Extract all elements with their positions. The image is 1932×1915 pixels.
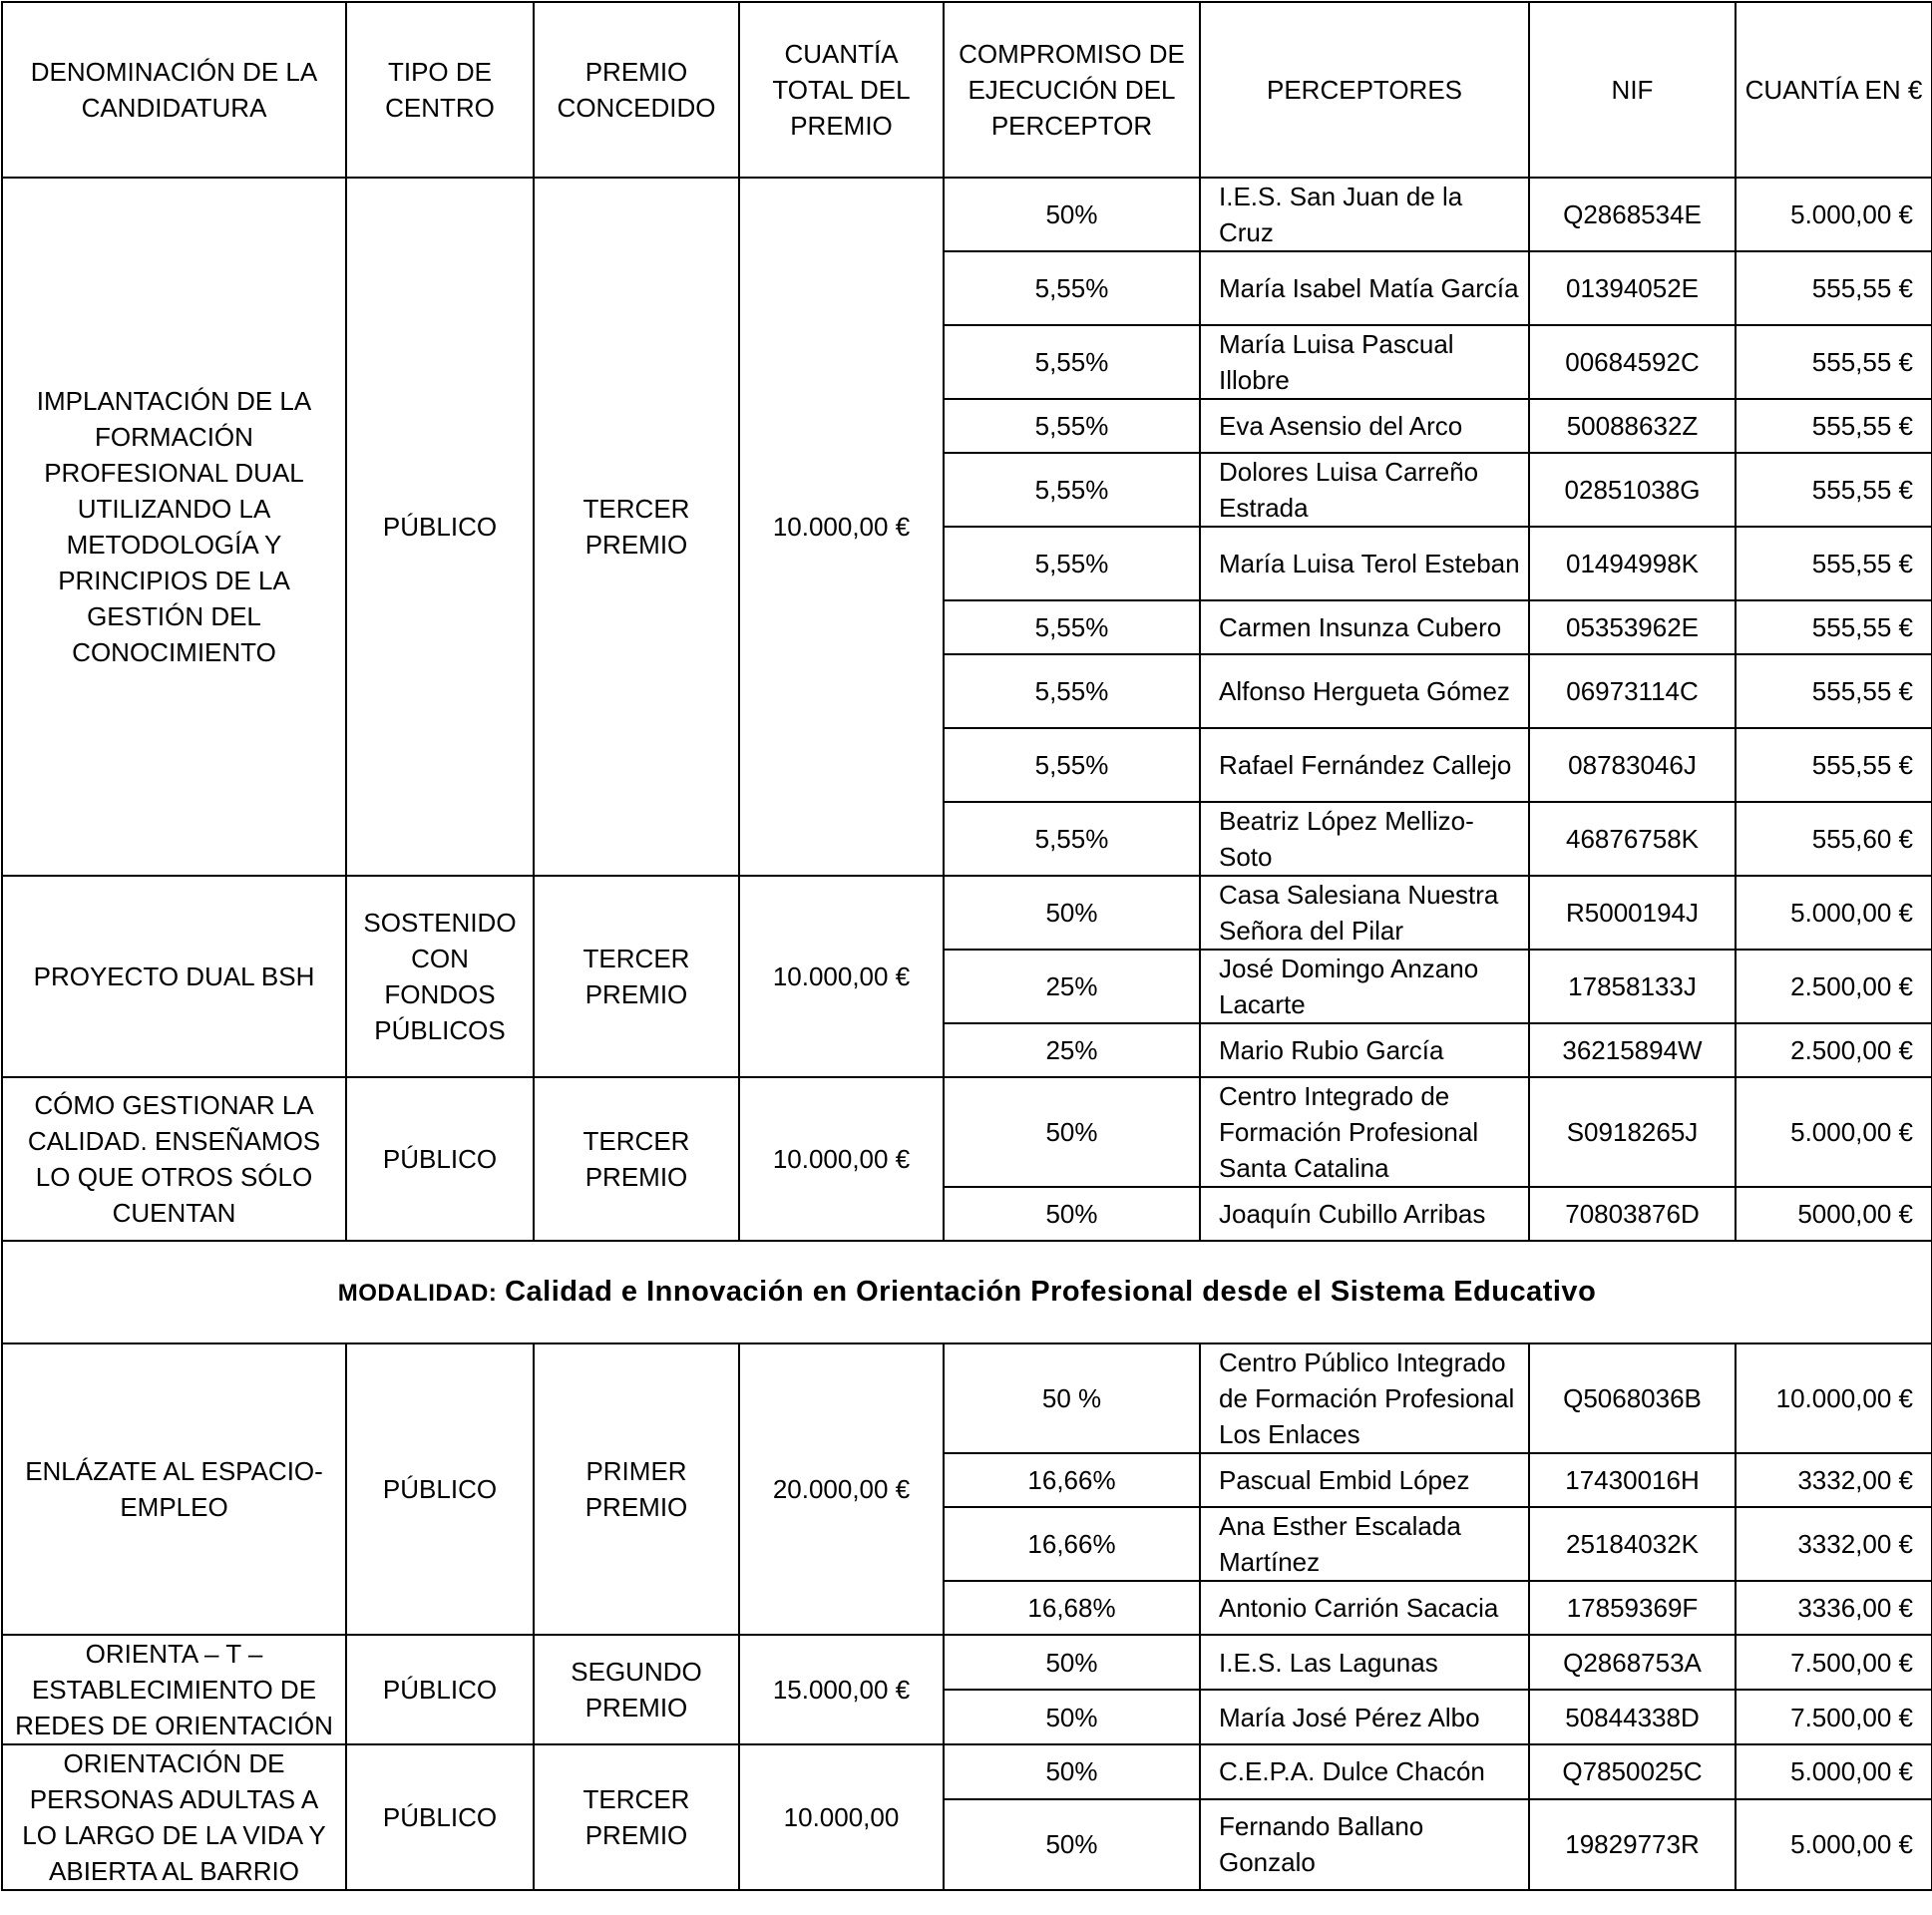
candidatura-cell: ORIENTACIÓN DE PERSONAS ADULTAS A LO LARGO DE LA VIDA Y ABIERTA AL BARRIO xyxy=(2,1744,346,1890)
perceptor-cell: Fernando Ballano Gonzalo xyxy=(1200,1799,1529,1890)
nif-cell: Q2868753A xyxy=(1529,1635,1736,1690)
cuantia-cell: 3332,00 € xyxy=(1736,1453,1932,1507)
nif-cell: 19829773R xyxy=(1529,1799,1736,1890)
nif-cell: 50088632Z xyxy=(1529,399,1736,453)
nif-cell: S0918265J xyxy=(1529,1077,1736,1187)
nif-cell: 00684592C xyxy=(1529,325,1736,399)
compromiso-cell: 50% xyxy=(944,1799,1200,1890)
nif-cell: 25184032K xyxy=(1529,1507,1736,1581)
cuantia-cell: 7.500,00 € xyxy=(1736,1635,1932,1690)
modalidad-row xyxy=(2,1241,1932,1343)
compromiso-cell: 50% xyxy=(944,1744,1200,1799)
perceptor-cell: I.E.S. San Juan de la Cruz xyxy=(1200,178,1529,251)
compromiso-cell: 50% xyxy=(944,1077,1200,1187)
table-row xyxy=(2,1635,1932,1690)
nif-cell: R5000194J xyxy=(1529,876,1736,950)
cuantia-cell: 7.500,00 € xyxy=(1736,1690,1932,1744)
header-premio: PREMIO CONCEDIDO xyxy=(534,2,739,178)
perceptor-cell: Pascual Embid López xyxy=(1200,1453,1529,1507)
compromiso-cell: 5,55% xyxy=(944,802,1200,876)
perceptor-cell: Antonio Carrión Sacacia xyxy=(1200,1581,1529,1635)
table-row xyxy=(2,1077,1932,1187)
cuantia-cell: 5.000,00 € xyxy=(1736,178,1932,251)
perceptor-cell: C.E.P.A. Dulce Chacón xyxy=(1200,1744,1529,1799)
compromiso-cell: 5,55% xyxy=(944,453,1200,527)
header-row xyxy=(2,2,1932,178)
header-perceptores: PERCEPTORES xyxy=(1200,2,1529,178)
premio-cell: TERCER PREMIO xyxy=(534,178,739,876)
nif-cell: 36215894W xyxy=(1529,1023,1736,1077)
perceptor-cell: Eva Asensio del Arco xyxy=(1200,399,1529,453)
compromiso-cell: 16,66% xyxy=(944,1507,1200,1581)
cuantia-cell: 5.000,00 € xyxy=(1736,876,1932,950)
compromiso-cell: 5,55% xyxy=(944,728,1200,802)
compromiso-cell: 5,55% xyxy=(944,527,1200,600)
perceptor-cell: María Luisa Terol Esteban xyxy=(1200,527,1529,600)
tipo-centro-cell: PÚBLICO xyxy=(346,178,534,876)
perceptor-cell: María José Pérez Albo xyxy=(1200,1690,1529,1744)
compromiso-cell: 5,55% xyxy=(944,399,1200,453)
cuantia-cell: 5.000,00 € xyxy=(1736,1744,1932,1799)
cuantia-cell: 10.000,00 € xyxy=(1736,1343,1932,1453)
compromiso-cell: 50% xyxy=(944,178,1200,251)
nif-cell: 17858133J xyxy=(1529,950,1736,1023)
compromiso-cell: 50% xyxy=(944,1635,1200,1690)
candidatura-cell: PROYECTO DUAL BSH xyxy=(2,876,346,1077)
compromiso-cell: 5,55% xyxy=(944,325,1200,399)
perceptor-cell: María Luisa Pascual Illobre xyxy=(1200,325,1529,399)
perceptor-cell: Rafael Fernández Callejo xyxy=(1200,728,1529,802)
table-row xyxy=(2,178,1932,251)
premio-cell: TERCER PREMIO xyxy=(534,1077,739,1241)
cuantia-cell: 5.000,00 € xyxy=(1736,1799,1932,1890)
cuantia-total-cell: 10.000,00 xyxy=(739,1744,944,1890)
nif-cell: 50844338D xyxy=(1529,1690,1736,1744)
compromiso-cell: 50% xyxy=(944,1187,1200,1241)
cuantia-total-cell: 10.000,00 € xyxy=(739,1077,944,1241)
candidatura-cell: ORIENTA – T – ESTABLECIMIENTO DE REDES DE ORIENTACIÓN xyxy=(2,1635,346,1744)
cuantia-cell: 555,55 € xyxy=(1736,399,1932,453)
cuantia-total-cell: 10.000,00 € xyxy=(739,876,944,1077)
cuantia-total-cell: 15.000,00 € xyxy=(739,1635,944,1744)
compromiso-cell: 25% xyxy=(944,1023,1200,1077)
compromiso-cell: 5,55% xyxy=(944,600,1200,654)
perceptor-cell: Centro Público Integrado de Formación Profesional Los Enlaces xyxy=(1200,1343,1529,1453)
header-candidatura: DENOMINACIÓN DE LA CANDIDATURA xyxy=(2,2,346,178)
compromiso-cell: 50 % xyxy=(944,1343,1200,1453)
nif-cell: Q7850025C xyxy=(1529,1744,1736,1799)
header-cuantia: CUANTÍA EN € xyxy=(1736,2,1932,178)
cuantia-cell: 2.500,00 € xyxy=(1736,1023,1932,1077)
perceptor-cell: Centro Integrado de Formación Profesional Santa Catalina xyxy=(1200,1077,1529,1187)
header-compromiso: COMPROMISO DE EJECUCIÓN DEL PERCEPTOR xyxy=(944,2,1200,178)
nif-cell: 17430016H xyxy=(1529,1453,1736,1507)
perceptor-cell: Casa Salesiana Nuestra Señora del Pilar xyxy=(1200,876,1529,950)
tipo-centro-cell: PÚBLICO xyxy=(346,1635,534,1744)
cuantia-total-cell: 20.000,00 € xyxy=(739,1343,944,1635)
nif-cell: 17859369F xyxy=(1529,1581,1736,1635)
tipo-centro-cell: PÚBLICO xyxy=(346,1744,534,1890)
nif-cell: 08783046J xyxy=(1529,728,1736,802)
compromiso-cell: 16,66% xyxy=(944,1453,1200,1507)
perceptor-cell: Mario Rubio García xyxy=(1200,1023,1529,1077)
cuantia-cell: 555,55 € xyxy=(1736,728,1932,802)
nif-cell: Q2868534E xyxy=(1529,178,1736,251)
compromiso-cell: 50% xyxy=(944,1690,1200,1744)
nif-cell: 01394052E xyxy=(1529,251,1736,325)
perceptor-cell: José Domingo Anzano Lacarte xyxy=(1200,950,1529,1023)
perceptor-cell: I.E.S. Las Lagunas xyxy=(1200,1635,1529,1690)
cuantia-cell: 555,60 € xyxy=(1736,802,1932,876)
header-nif: NIF xyxy=(1529,2,1736,178)
modalidad-value: Calidad e Innovación en Orientación Profesional desde el Sistema Educativo xyxy=(505,1275,1597,1308)
tipo-centro-cell: PÚBLICO xyxy=(346,1343,534,1635)
tipo-centro-cell: PÚBLICO xyxy=(346,1077,534,1241)
cuantia-cell: 555,55 € xyxy=(1736,527,1932,600)
cuantia-cell: 555,55 € xyxy=(1736,453,1932,527)
nif-cell: Q5068036B xyxy=(1529,1343,1736,1453)
cuantia-cell: 5.000,00 € xyxy=(1736,1077,1932,1187)
compromiso-cell: 50% xyxy=(944,876,1200,950)
tipo-centro-cell: SOSTENIDO CON FONDOS PÚBLICOS xyxy=(346,876,534,1077)
perceptor-cell: Joaquín Cubillo Arribas xyxy=(1200,1187,1529,1241)
compromiso-cell: 16,68% xyxy=(944,1581,1200,1635)
header-cuantia-total: CUANTÍA TOTAL DEL PREMIO xyxy=(739,2,944,178)
table-row xyxy=(2,876,1932,950)
cuantia-cell: 5000,00 € xyxy=(1736,1187,1932,1241)
table-body xyxy=(2,2,1932,1890)
perceptor-cell: Alfonso Hergueta Gómez xyxy=(1200,654,1529,728)
cuantia-cell: 555,55 € xyxy=(1736,251,1932,325)
compromiso-cell: 25% xyxy=(944,950,1200,1023)
premio-cell: SEGUNDO PREMIO xyxy=(534,1635,739,1744)
cuantia-cell: 2.500,00 € xyxy=(1736,950,1932,1023)
premio-cell: TERCER PREMIO xyxy=(534,876,739,1077)
perceptor-cell: Ana Esther Escalada Martínez xyxy=(1200,1507,1529,1581)
perceptor-cell: María Isabel Matía García xyxy=(1200,251,1529,325)
table-row xyxy=(2,1744,1932,1799)
awards-table xyxy=(1,1,1932,1891)
nif-cell: 02851038G xyxy=(1529,453,1736,527)
modalidad-label: MODALIDAD: xyxy=(337,1279,498,1307)
cuantia-cell: 3336,00 € xyxy=(1736,1581,1932,1635)
cuantia-cell: 555,55 € xyxy=(1736,600,1932,654)
nif-cell: 06973114C xyxy=(1529,654,1736,728)
modalidad-cell xyxy=(2,1241,1932,1343)
perceptor-cell: Beatriz López Mellizo-Soto xyxy=(1200,802,1529,876)
header-tipo: TIPO DE CENTRO xyxy=(346,2,534,178)
nif-cell: 05353962E xyxy=(1529,600,1736,654)
perceptor-cell: Carmen Insunza Cubero xyxy=(1200,600,1529,654)
candidatura-cell: ENLÁZATE AL ESPACIO-EMPLEO xyxy=(2,1343,346,1635)
premio-cell: TERCER PREMIO xyxy=(534,1744,739,1890)
candidatura-cell: IMPLANTACIÓN DE LA FORMACIÓN PROFESIONAL DUAL UTILIZANDO LA METODOLOGÍA Y PRINCIPIOS DE LA GESTIÓN DEL CONOCIMIENTO xyxy=(2,178,346,876)
nif-cell: 70803876D xyxy=(1529,1187,1736,1241)
premio-cell: PRIMER PREMIO xyxy=(534,1343,739,1635)
nif-cell: 01494998K xyxy=(1529,527,1736,600)
cuantia-cell: 555,55 € xyxy=(1736,325,1932,399)
candidatura-cell: CÓMO GESTIONAR LA CALIDAD. ENSEÑAMOS LO QUE OTROS SÓLO CUENTAN xyxy=(2,1077,346,1241)
perceptor-cell: Dolores Luisa Carreño Estrada xyxy=(1200,453,1529,527)
compromiso-cell: 5,55% xyxy=(944,251,1200,325)
cuantia-cell: 3332,00 € xyxy=(1736,1507,1932,1581)
compromiso-cell: 5,55% xyxy=(944,654,1200,728)
cuantia-total-cell: 10.000,00 € xyxy=(739,178,944,876)
nif-cell: 46876758K xyxy=(1529,802,1736,876)
cuantia-cell: 555,55 € xyxy=(1736,654,1932,728)
table-row xyxy=(2,1343,1932,1453)
